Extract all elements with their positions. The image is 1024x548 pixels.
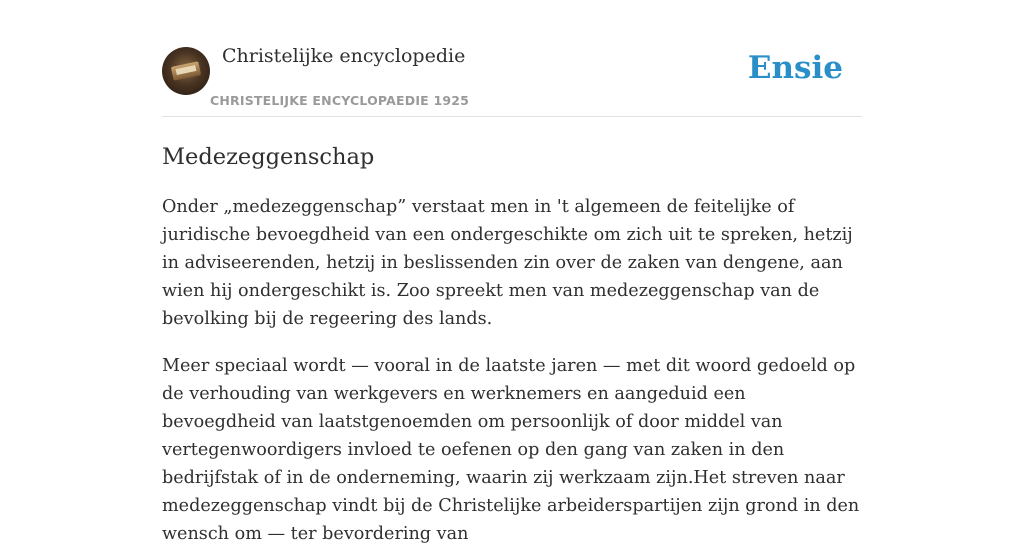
ensie-logo[interactable]: Ensie xyxy=(747,50,843,86)
article-title: Medezeggenschap xyxy=(162,144,375,170)
article-paragraph-1: Onder „medezeggenschap” verstaat men in 't algemeen de feitelijke of juridische bevoegdheid van een ondergeschikte om zich uit te spreken, hetzij in adviseerenden, hetzij in beslissenden zin over de zaken van dengene, aan wien hij ondergeschikt is. Zoo spreekt men van medezeggenschap van de bevolking bij de regeering des lands. xyxy=(162,197,853,329)
site-header xyxy=(162,0,862,117)
site-subtitle[interactable]: CHRISTELIJKE ENCYCLOPAEDIE 1925 xyxy=(210,93,470,108)
site-avatar[interactable] xyxy=(162,47,210,95)
page-container xyxy=(162,0,862,548)
article xyxy=(162,143,862,548)
site-title[interactable]: Christelijke encyclopedie xyxy=(222,45,466,67)
article-paragraph-2: Meer speciaal wordt — vooral in de laatste jaren — met dit woord gedoeld op de verhouding van werkgevers en werknemers en aangeduid een bevoegdheid van laatstgenoemden om persoonlijk of door middel van vertegenwoordigers invloed te oefenen op den gang van zaken in den bedrijfstak of in de onderneming, waarin zij werkzaam zijn.Het streven naar medezeggenschap vindt bij de Christelijke arbeiderspartijen zijn grond in den wensch om — ter bevordering van xyxy=(162,356,860,544)
